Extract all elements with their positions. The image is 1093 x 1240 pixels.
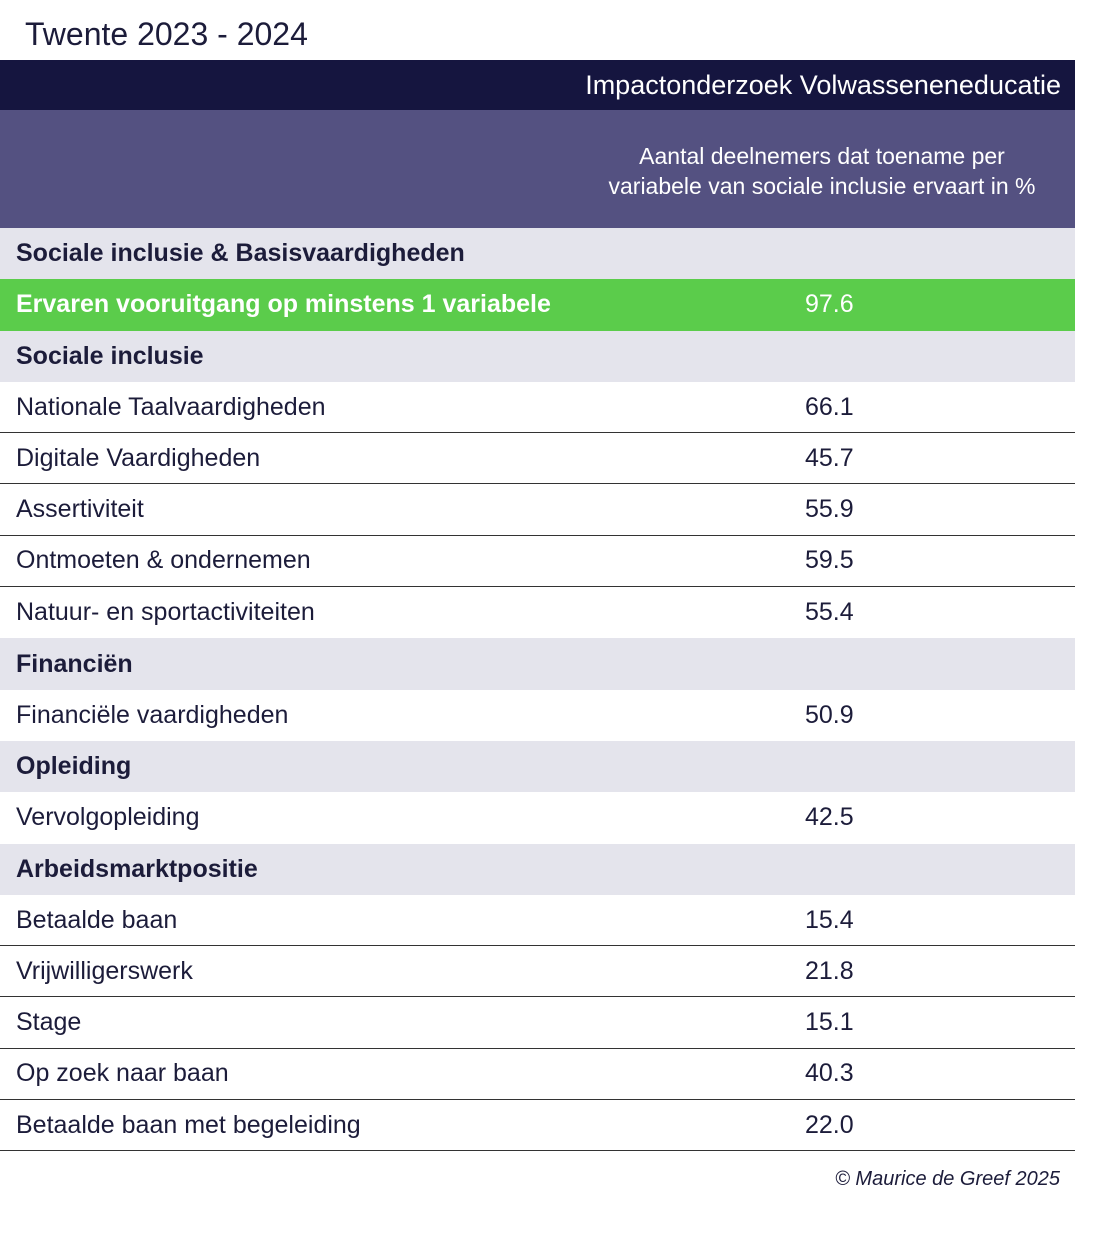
- row-value: 15.4: [805, 905, 854, 934]
- table-row: [0, 946, 1075, 997]
- table-body: [0, 228, 1075, 1151]
- table-row: [0, 484, 1075, 535]
- row-label: Betaalde baan: [16, 905, 178, 934]
- row-value: 22.0: [805, 1110, 854, 1139]
- table-row: [0, 792, 1075, 843]
- row-value: 50.9: [805, 700, 854, 729]
- table-row: [0, 587, 1075, 638]
- row-value: 55.9: [805, 495, 854, 524]
- column-header-line-2: variabele van sociale inclusie ervaart in %: [608, 173, 1036, 199]
- row-value: 15.1: [805, 1008, 854, 1037]
- row-value: 21.8: [805, 956, 854, 985]
- row-label: Betaalde baan met begeleiding: [16, 1110, 361, 1139]
- row-label: Sociale inclusie & Basisvaardigheden: [16, 239, 465, 268]
- column-header: [0, 110, 1075, 228]
- row-value: 42.5: [805, 803, 854, 832]
- page-title: Twente 2023 - 2024: [25, 16, 308, 52]
- row-value: 40.3: [805, 1059, 854, 1088]
- row-label: Vervolgopleiding: [16, 803, 200, 832]
- column-header-line-1: Aantal deelnemers dat toename per: [639, 143, 1005, 169]
- table-row: [0, 433, 1075, 484]
- row-value: 97.6: [805, 290, 854, 319]
- row-label: Vrijwilligerswerk: [16, 956, 193, 985]
- table-row: [0, 536, 1075, 587]
- table-row: [0, 382, 1075, 433]
- row-value: 55.4: [805, 598, 854, 627]
- results-table: [0, 60, 1075, 1151]
- row-label: Natuur- en sportactiviteiten: [16, 598, 315, 627]
- row-label: Op zoek naar baan: [16, 1059, 229, 1088]
- section-header-row: [0, 331, 1075, 382]
- table-row: [0, 895, 1075, 946]
- row-label: Opleiding: [16, 752, 132, 781]
- row-label: Sociale inclusie: [16, 341, 204, 370]
- table-row: [0, 997, 1075, 1048]
- section-header-row: [0, 638, 1075, 689]
- row-label: Stage: [16, 1008, 82, 1037]
- row-label: Financiële vaardigheden: [16, 700, 289, 729]
- row-label: Digitale Vaardigheden: [16, 443, 261, 472]
- row-label: Ontmoeten & ondernemen: [16, 546, 311, 575]
- row-label: Assertiviteit: [16, 495, 144, 524]
- table-title: Impactonderzoek Volwasseneneducatie: [585, 69, 1061, 100]
- section-header-row: [0, 741, 1075, 792]
- row-label: Financiën: [16, 649, 133, 678]
- section-header-row: [0, 844, 1075, 895]
- copyright-credit: © Maurice de Greef 2025: [835, 1168, 1060, 1190]
- row-value: 59.5: [805, 546, 854, 575]
- row-label: Nationale Taalvaardigheden: [16, 392, 326, 421]
- row-label: Ervaren vooruitgang op minstens 1 variabele: [16, 290, 551, 319]
- table-title-bar: [0, 60, 1075, 110]
- row-label: Arbeidsmarktpositie: [16, 854, 258, 883]
- table-row: [0, 1049, 1075, 1100]
- row-value: 45.7: [805, 443, 854, 472]
- table-row: [0, 690, 1075, 741]
- highlight-row: [0, 279, 1075, 330]
- table-row: [0, 1100, 1075, 1151]
- row-value: 66.1: [805, 392, 854, 421]
- section-header-row: [0, 228, 1075, 279]
